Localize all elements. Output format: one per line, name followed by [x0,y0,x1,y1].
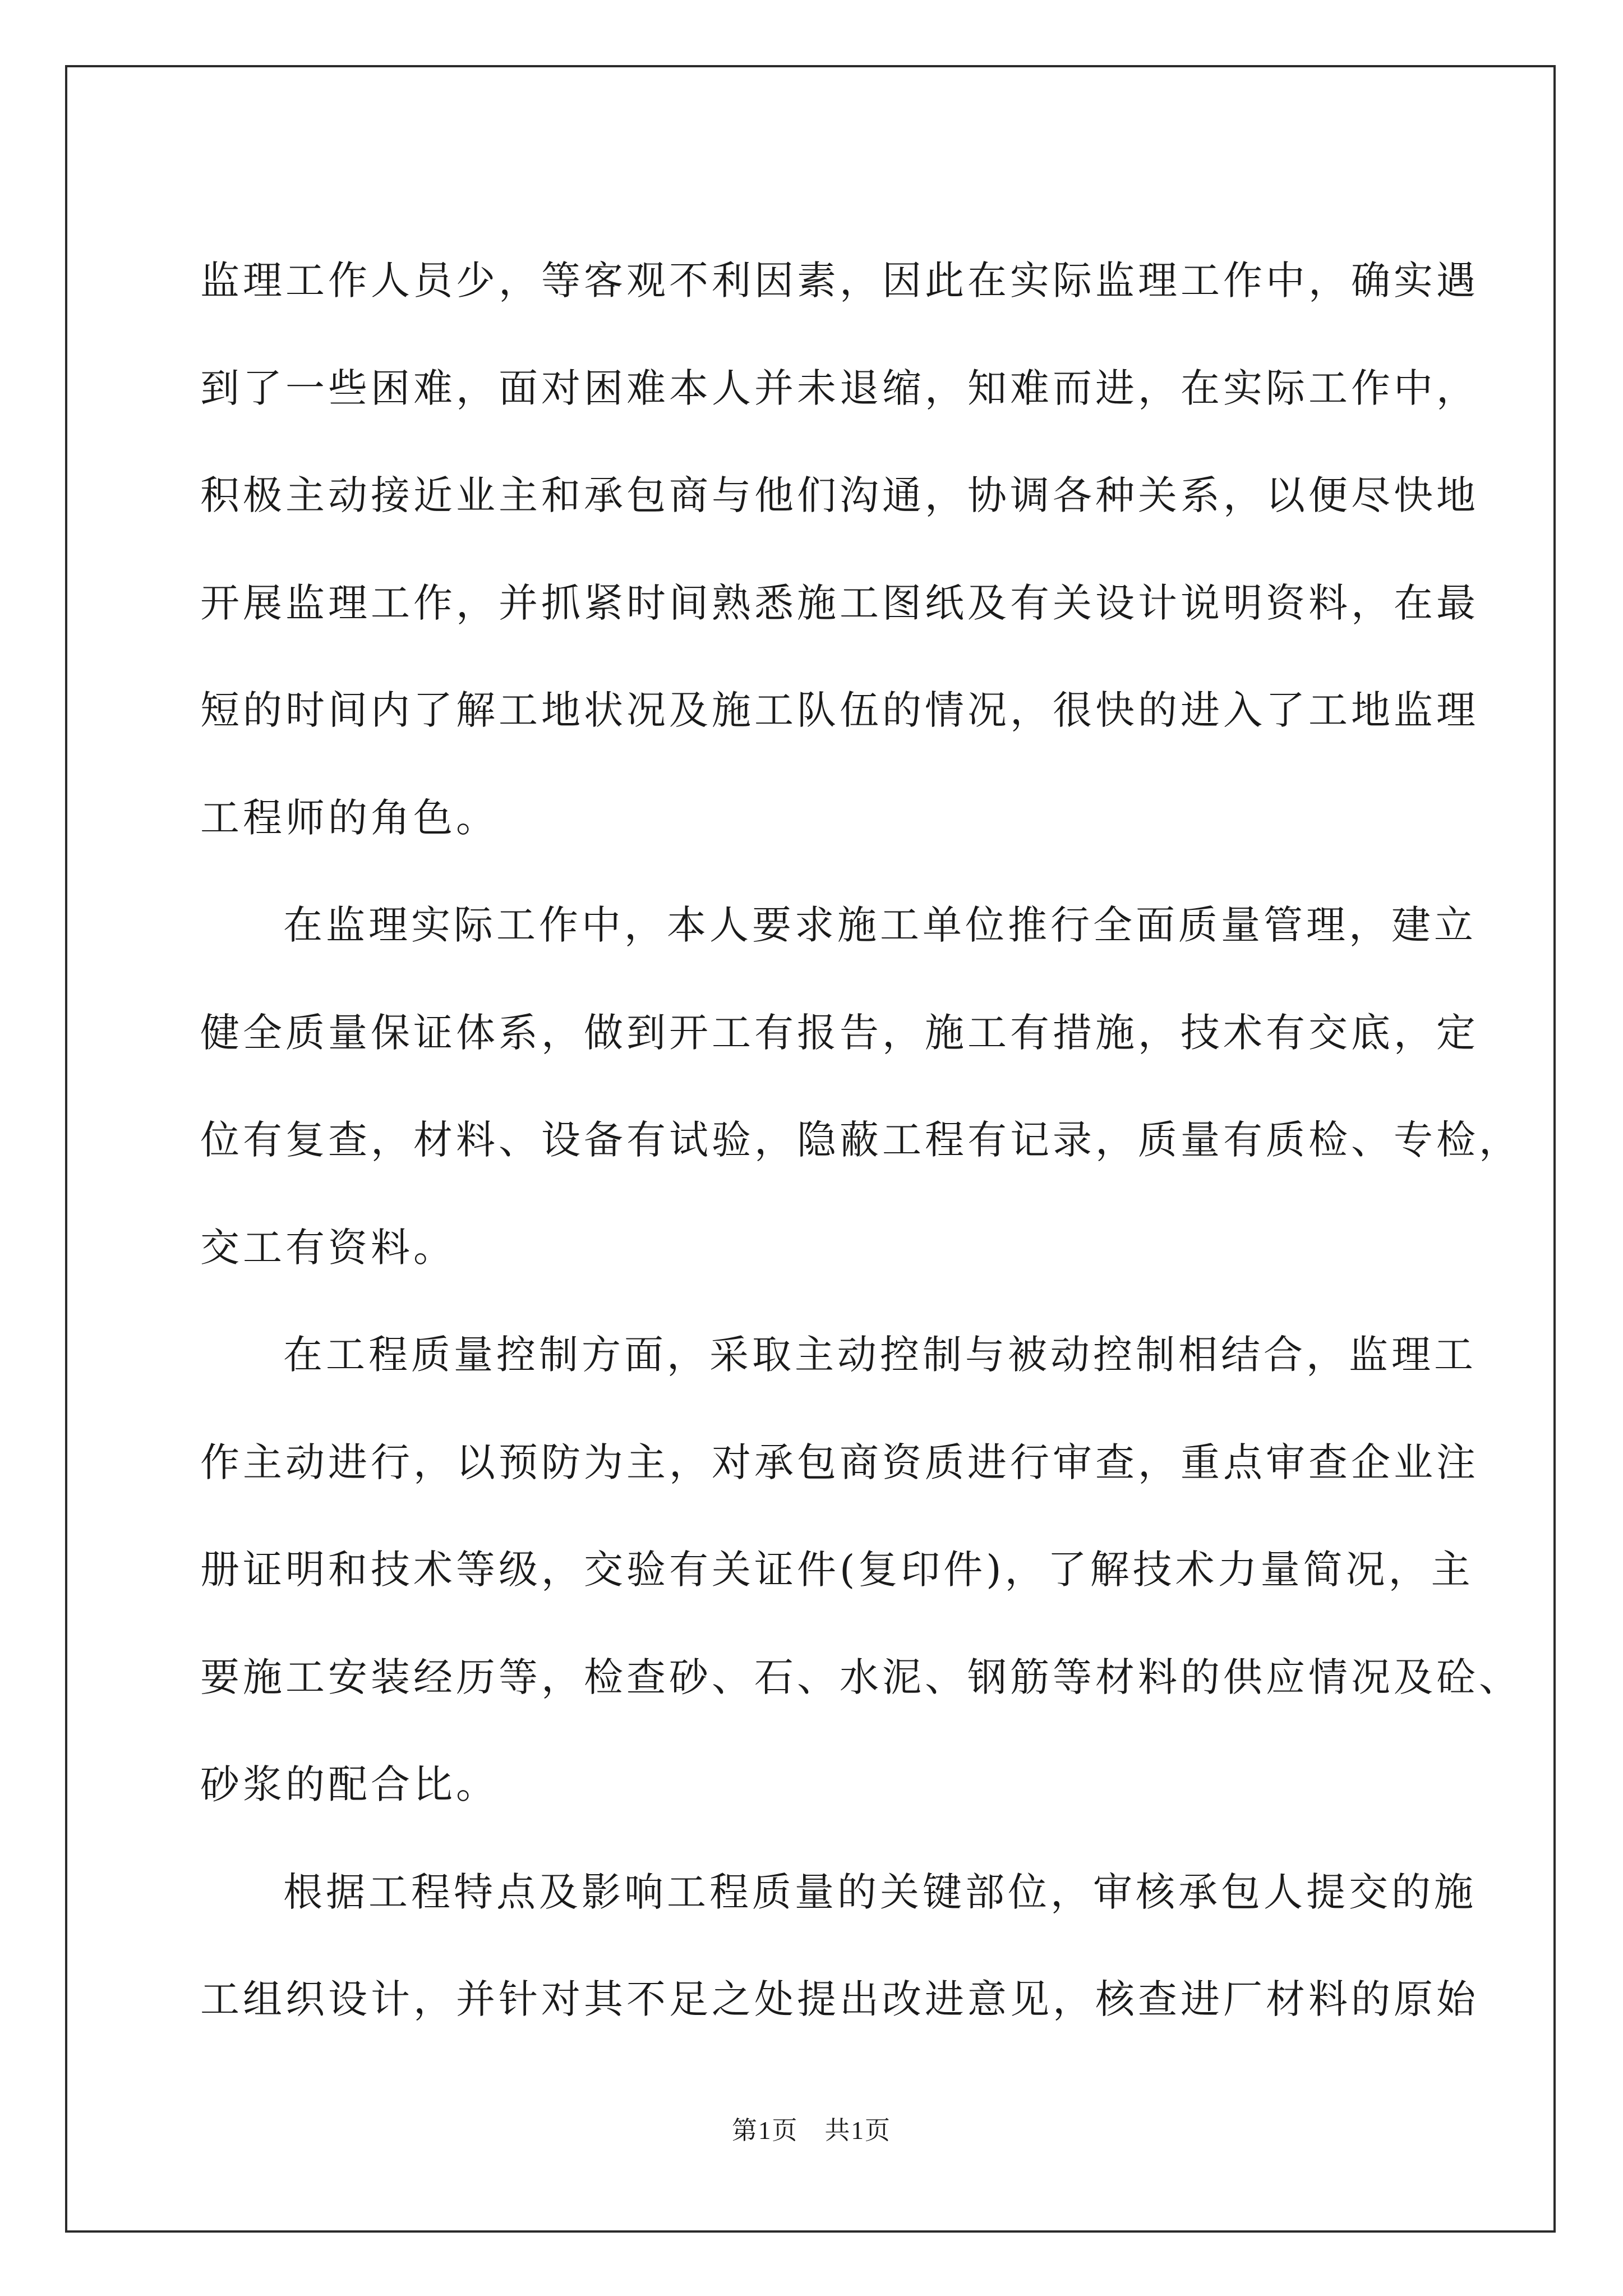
paragraph-line: 位有复查，材料、设备有试验，隐蔽工程有记录，质量有质检、专检， [200,1117,1521,1163]
paragraph-line: 在工程质量控制方面，采取主动控制与被动控制相结合，监理工 [283,1332,1477,1378]
paragraph-line: 要施工安装经历等，检查砂、石、水泥、钢筋等材料的供应情况及砼、 [200,1654,1521,1700]
paragraph-line: 工组织设计，并针对其不足之处提出改进意见，核查进厂材料的原始 [200,1976,1479,2022]
paragraph-line: 健全质量保证体系，做到开工有报告，施工有措施，技术有交底，定 [200,1009,1479,1056]
paragraph-line: 短的时间内了解工地状况及施工队伍的情况，很快的进入了工地监理 [200,687,1479,733]
paragraph-line: 开展监理工作，并抓紧时间熟悉施工图纸及有关设计说明资料，在最 [200,579,1479,626]
paragraph-line: 作主动进行，以预防为主，对承包商资质进行审查，重点审查企业注 [200,1439,1479,1485]
page-frame [65,65,1556,2233]
paragraph-line: 积极主动接近业主和承包商与他们沟通，协调各种关系，以便尽快地 [200,472,1479,518]
paragraph-line: 砂浆的配合比。 [200,1761,499,1807]
paragraph-line: 到了一些困难，面对困难本人并未退缩，知难而进，在实际工作中， [200,365,1479,411]
paragraph-line: 册证明和技术等级，交验有关证件(复印件)，了解技术力量简况，主 [200,1547,1474,1593]
paragraph-line: 交工有资料。 [200,1224,456,1271]
paragraph-line: 根据工程特点及影响工程质量的关键部位，审核承包人提交的施 [283,1869,1477,1915]
paragraph-line: 监理工作人员少，等客观不利因素，因此在实际监理工作中，确实遇 [200,257,1479,303]
paragraph-line: 在监理实际工作中，本人要求施工单位推行全面质量管理，建立 [283,902,1477,948]
page-footer: 第1页 共1页 [731,2116,891,2145]
paragraph-line: 工程师的角色。 [200,794,499,841]
